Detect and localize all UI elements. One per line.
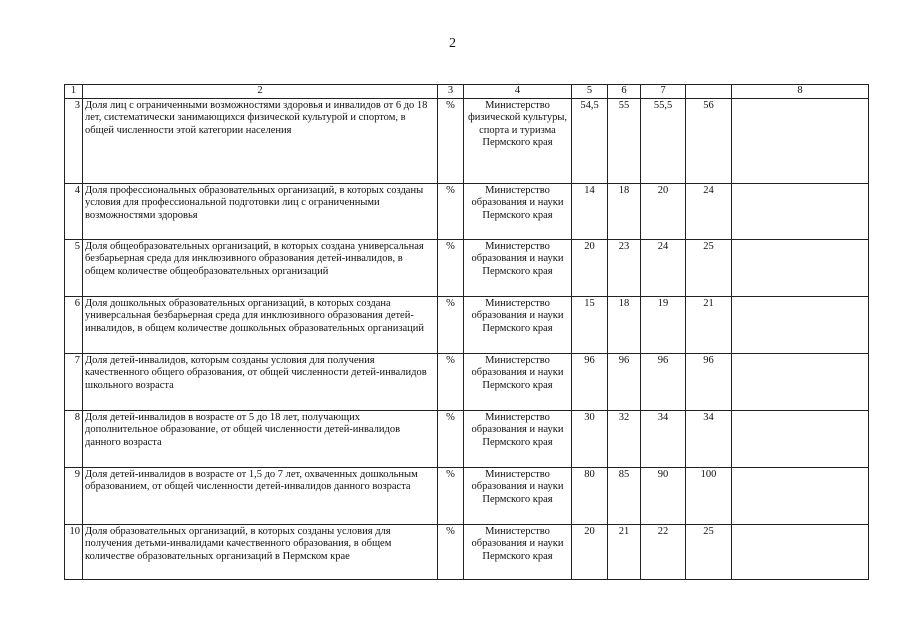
indicator-name: Доля детей-инвалидов, которым созданы условия для получения качественного общего образования, от общей численности детей-инвалидов школьного возраста: [83, 353, 438, 410]
value-cell: 96: [608, 353, 641, 410]
column-header: 1: [65, 85, 83, 99]
responsible-cell: Министерство образования и науки Пермского края: [464, 296, 572, 353]
indicator-name: Доля общеобразовательных организаций, в которых создана универсальная безбарьерная среда для инклюзивного образования детей-инвалидов, в общем количестве общеобразовательных организаций: [83, 239, 438, 296]
value-cell: 18: [608, 183, 641, 239]
indicators-table: [64, 84, 869, 580]
value-cell: 24: [686, 183, 732, 239]
value-cell: 20: [572, 239, 608, 296]
value-cell: 24: [641, 239, 686, 296]
value-cell: [732, 183, 869, 239]
value-cell: 96: [641, 353, 686, 410]
column-header: 7: [641, 85, 686, 99]
row-number: 8: [65, 410, 83, 467]
value-cell: 54,5: [572, 98, 608, 183]
value-cell: 55,5: [641, 98, 686, 183]
column-header: 4: [464, 85, 572, 99]
table-row: [65, 353, 869, 410]
page-number: 2: [449, 36, 456, 51]
column-header: 8: [732, 85, 869, 99]
responsible-cell: Министерство образования и науки Пермского края: [464, 353, 572, 410]
unit-cell: %: [438, 98, 464, 183]
value-cell: 85: [608, 467, 641, 524]
table-row: [65, 183, 869, 239]
row-number: 3: [65, 98, 83, 183]
responsible-cell: Министерство образования и науки Пермского края: [464, 467, 572, 524]
row-number: 9: [65, 467, 83, 524]
value-cell: 34: [641, 410, 686, 467]
indicator-name: Доля образовательных организаций, в которых созданы условия для получения детьми-инвалидами качественного образования, в общем количестве образовательных организаций в Пермском крае: [83, 524, 438, 579]
responsible-cell: Министерство образования и науки Пермского края: [464, 239, 572, 296]
column-header: [686, 85, 732, 99]
value-cell: 32: [608, 410, 641, 467]
table-row: [65, 239, 869, 296]
value-cell: 19: [641, 296, 686, 353]
row-number: 10: [65, 524, 83, 579]
value-cell: 15: [572, 296, 608, 353]
row-number: 4: [65, 183, 83, 239]
value-cell: 96: [572, 353, 608, 410]
value-cell: 55: [608, 98, 641, 183]
unit-cell: %: [438, 183, 464, 239]
unit-cell: %: [438, 467, 464, 524]
responsible-cell: Министерство физической культуры, спорта и туризма Пермского края: [464, 98, 572, 183]
column-header: 2: [83, 85, 438, 99]
row-number: 7: [65, 353, 83, 410]
value-cell: 21: [686, 296, 732, 353]
unit-cell: %: [438, 410, 464, 467]
table-header-row: [65, 85, 869, 99]
indicator-name: Доля лиц с ограниченными возможностями здоровья и инвалидов от 6 до 18 лет, систематически занимающихся физической культурой и спортом, в общей численности этой категории населения: [83, 98, 438, 183]
column-header: 3: [438, 85, 464, 99]
indicator-name: Доля профессиональных образовательных организаций, в которых созданы условия для профессиональной подготовки лиц с ограниченными возможностями здоровья: [83, 183, 438, 239]
value-cell: 18: [608, 296, 641, 353]
indicator-name: Доля дошкольных образовательных организаций, в которых создана универсальная безбарьерная среда для инклюзивного образования детей-инвалидов, в общем количестве дошкольных образовательных организаций: [83, 296, 438, 353]
column-header: 5: [572, 85, 608, 99]
value-cell: 25: [686, 239, 732, 296]
value-cell: [732, 296, 869, 353]
value-cell: 56: [686, 98, 732, 183]
table-row: [65, 296, 869, 353]
row-number: 5: [65, 239, 83, 296]
value-cell: [732, 467, 869, 524]
value-cell: 34: [686, 410, 732, 467]
indicator-name: Доля детей-инвалидов в возрасте от 1,5 до 7 лет, охваченных дошкольным образованием, от общей численности детей-инвалидов данного возраста: [83, 467, 438, 524]
value-cell: 23: [608, 239, 641, 296]
responsible-cell: Министерство образования и науки Пермского края: [464, 410, 572, 467]
value-cell: 80: [572, 467, 608, 524]
table-row: [65, 410, 869, 467]
unit-cell: %: [438, 524, 464, 579]
value-cell: 20: [572, 524, 608, 579]
value-cell: [732, 98, 869, 183]
value-cell: 100: [686, 467, 732, 524]
table-row: [65, 467, 869, 524]
table-row: [65, 98, 869, 183]
value-cell: 20: [641, 183, 686, 239]
unit-cell: %: [438, 239, 464, 296]
row-number: 6: [65, 296, 83, 353]
value-cell: [732, 524, 869, 579]
unit-cell: %: [438, 353, 464, 410]
value-cell: 96: [686, 353, 732, 410]
responsible-cell: Министерство образования и науки Пермского края: [464, 524, 572, 579]
column-header: 6: [608, 85, 641, 99]
unit-cell: %: [438, 296, 464, 353]
value-cell: 14: [572, 183, 608, 239]
value-cell: 21: [608, 524, 641, 579]
value-cell: [732, 353, 869, 410]
value-cell: [732, 239, 869, 296]
value-cell: 25: [686, 524, 732, 579]
table-row: [65, 524, 869, 579]
indicator-name: Доля детей-инвалидов в возрасте от 5 до 18 лет, получающих дополнительное образование, от общей численности детей-инвалидов данного возраста: [83, 410, 438, 467]
value-cell: 90: [641, 467, 686, 524]
value-cell: [732, 410, 869, 467]
value-cell: 22: [641, 524, 686, 579]
responsible-cell: Министерство образования и науки Пермского края: [464, 183, 572, 239]
value-cell: 30: [572, 410, 608, 467]
